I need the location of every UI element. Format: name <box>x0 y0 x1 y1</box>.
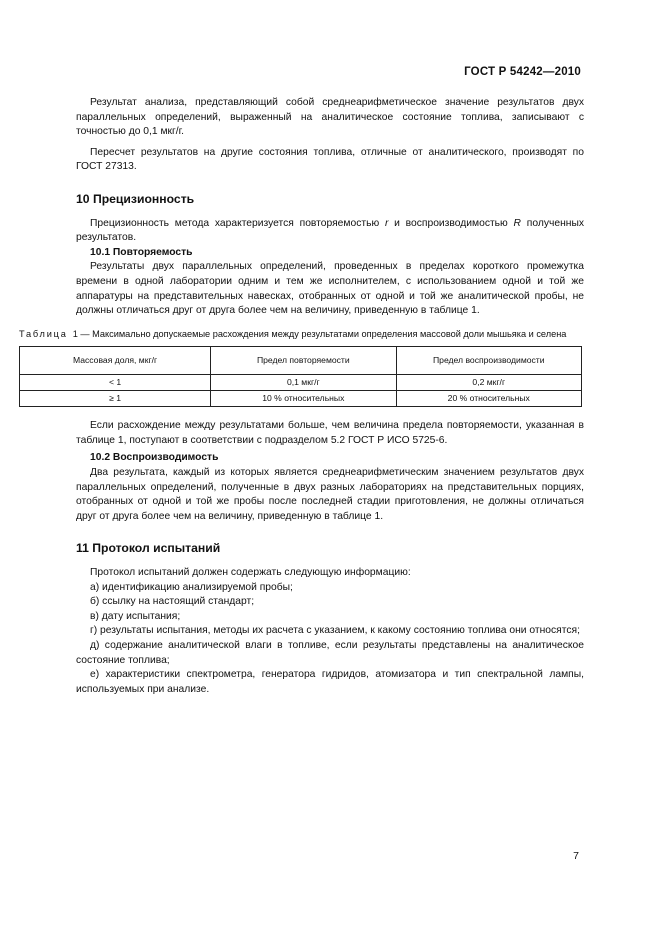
list-item: б) ссылку на настоящий стандарт; <box>90 596 255 608</box>
table-row <box>20 375 582 391</box>
subsection-10-1-heading: 10.1 Повторяемость <box>90 246 193 258</box>
table-cell: 0,1 мкг/г <box>211 375 396 391</box>
table-cell: 0,2 мкг/г <box>396 375 581 391</box>
table-caption <box>19 329 582 341</box>
paragraph-recalculation: Пересчет результатов на другие состояния топлива, отличные от аналитического, производят по ГОСТ 27313. <box>76 146 584 173</box>
reproducibility-text: Два результата, каждый из которых является среднеарифметическим значением результатов двух параллельных определений, полученные в двух разных лабораториях на представительных порциях, отобранных от одной и той же пробы после последней стадии приготовления, не должны отличаться друг от друга более чем на величину, приведенную в таблице 1. <box>76 467 584 522</box>
list-item: д) содержание аналитической влаги в топливе, если результаты представлены на аналитическое состояние топлива; <box>76 639 584 666</box>
after-table-text: Если расхождение между результатами больше, чем величина предела повторяемости, указанная в таблице 1, поступают в соответствии с подразделом 5.2 ГОСТ Р ИСО 5725-6. <box>76 420 584 446</box>
page-content <box>19 96 584 697</box>
repeatability-text: Результаты двух параллельных определений, проведенных в пределах короткого промежутка времени в одной лаборатории одним и тем же исполнителем, с использованием одной и той же аппаратуры на представительных навесках, отобранных от одной и той же аналитической пробы, не должны отличаться друг от друга более чем на величину, приведенную в таблице 1. <box>76 261 584 317</box>
list-item: е) характеристики спектрометра, генератора гидридов, атомизатора и тип спектральной лампы, используемых при анализе. <box>76 669 584 695</box>
reproducibility-symbol: R <box>513 217 521 229</box>
table-cell: 20 % относительных <box>396 391 581 407</box>
list-item: г) результаты испытания, методы их расчета с указанием, к какому состоянию топлива они относятся; <box>90 625 580 637</box>
table-caption-label: Таблица <box>19 328 68 339</box>
table-header-row <box>20 347 582 375</box>
section-11-heading: 11 Протокол испытаний <box>76 541 221 556</box>
section-10-heading: 10 Прецизионность <box>76 191 195 206</box>
table-caption-text: 1 — Максимально допускаемые расхождения между результатами определения массовой доли мышьяка и селена <box>72 328 567 339</box>
table-row <box>20 391 582 407</box>
paragraph-result: Результат анализа, представляющий собой среднеарифметическое значение результатов двух параллельных определений, выраженный на аналитическое состояние топлива, записывают с точностью до 0,1 мкг/г. <box>76 97 584 138</box>
subsection-10-2-heading: 10.2 Воспроизводимость <box>90 452 219 464</box>
table-cell: 10 % относительных <box>211 391 396 407</box>
precision-intro-text-2: и воспроизводимостью <box>388 217 514 229</box>
table-cell: < 1 <box>20 375 211 391</box>
precision-intro <box>76 217 584 246</box>
list-item: в) дату испытания; <box>90 610 181 622</box>
precision-intro-text-1: Прецизионность метода характеризуется повторяемостью <box>90 217 385 229</box>
precision-intro-text-3: полученных результатов. <box>76 217 584 244</box>
table-header-mass-fraction: Массовая доля, мкг/г <box>20 347 211 375</box>
precision-table <box>19 346 582 407</box>
table-header-reproducibility: Предел воспроизводимости <box>396 347 581 375</box>
protocol-intro: Протокол испытаний должен содержать следующую информацию: <box>90 566 411 578</box>
table-cell: ≥ 1 <box>20 391 211 407</box>
table-header-repeatability: Предел повторяемости <box>211 347 396 375</box>
page-number: 7 <box>573 850 579 862</box>
document-standard-id: ГОСТ Р 54242—2010 <box>464 66 581 78</box>
list-item: а) идентификацию анализируемой пробы; <box>90 581 293 593</box>
repeatability-symbol: r <box>384 217 389 229</box>
